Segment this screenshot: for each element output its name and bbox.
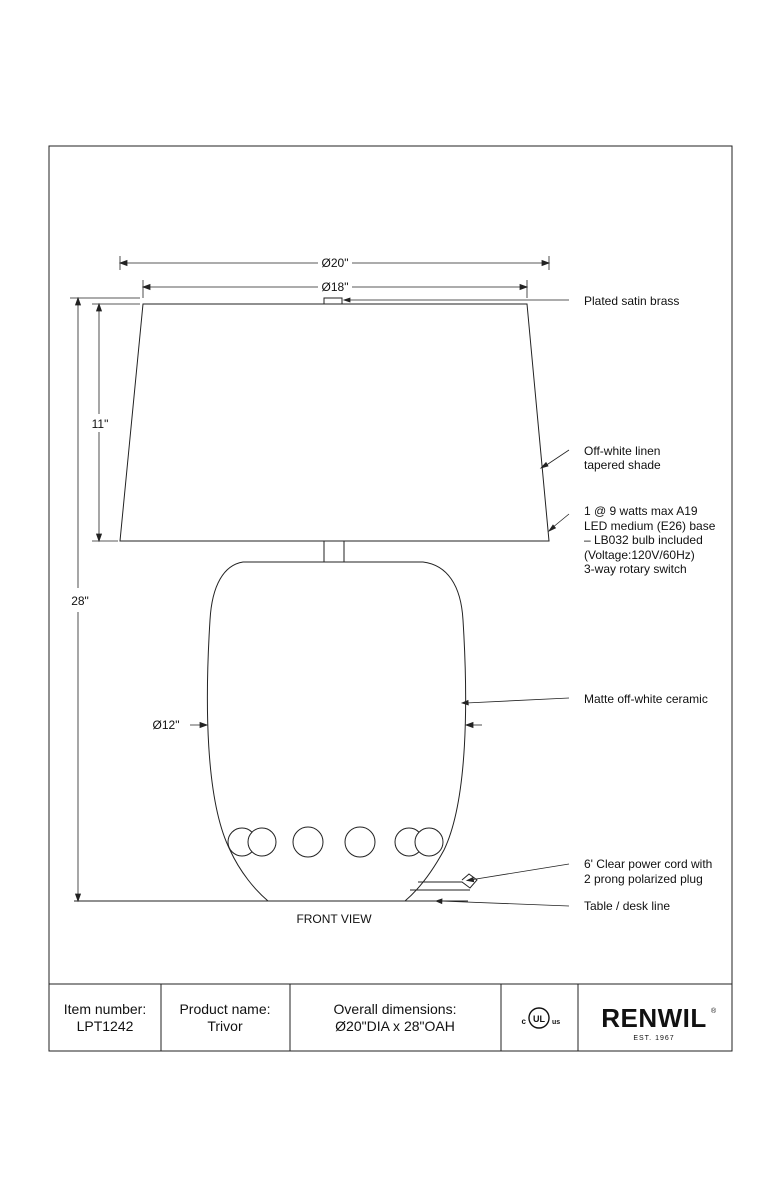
dim-shade-height: 11" [91, 417, 109, 431]
svg-text:tapered shade: tapered shade [584, 458, 661, 472]
svg-text:3-way rotary switch: 3-way rotary switch [584, 562, 687, 576]
svg-text:6' Clear power cord with: 6' Clear power cord with [584, 857, 713, 871]
ball-left-inner [248, 828, 276, 856]
lamp-drawing [74, 298, 549, 901]
overall-dimensions-value: Ø20"DIA x 28"OAH [335, 1018, 455, 1034]
ball-center-left [293, 827, 323, 857]
callout-bulb [584, 504, 716, 576]
dim-base-diameter: Ø12" [152, 718, 180, 732]
product-name-value: Trivor [207, 1018, 243, 1034]
lamp-neck [324, 541, 344, 563]
svg-text:c: c [521, 1017, 526, 1026]
svg-text:1 @ 9 watts max A19: 1 @ 9 watts max A19 [584, 504, 698, 518]
svg-text:Table / desk line: Table / desk line [584, 899, 671, 913]
lamp-shade [120, 304, 549, 541]
dim-shade-top-diameter: Ø18" [321, 280, 349, 294]
view-label: FRONT VIEW [296, 912, 372, 926]
cul-us-certification-icon [522, 1008, 561, 1028]
svg-text:RENWIL: RENWIL [601, 1003, 707, 1033]
renwil-logo [601, 1003, 717, 1042]
svg-text:(Voltage:120V/60Hz): (Voltage:120V/60Hz) [584, 548, 695, 562]
svg-text:EST. 1967: EST. 1967 [633, 1035, 675, 1042]
ball-right-outer [415, 828, 443, 856]
dim-overall-height: 28" [71, 594, 89, 608]
svg-text:Off-white linen: Off-white linen [584, 444, 661, 458]
callout-finial [584, 294, 679, 308]
item-number-value: LPT1242 [76, 1018, 134, 1034]
ball-center-right [345, 827, 375, 857]
svg-text:Plated satin brass: Plated satin brass [584, 294, 680, 308]
title-block [64, 984, 717, 1051]
svg-text:Matte off-white ceramic: Matte off-white ceramic [584, 692, 708, 706]
svg-text:2 prong polarized plug: 2 prong polarized plug [584, 872, 703, 886]
svg-text:®: ® [711, 1008, 717, 1015]
svg-text:UL: UL [533, 1014, 545, 1024]
finial [324, 298, 342, 304]
overall-dimensions-label: Overall dimensions: [333, 1001, 457, 1017]
dim-overall-diameter: Ø20" [321, 256, 349, 270]
product-name-label: Product name: [179, 1001, 271, 1017]
svg-text:us: us [552, 1019, 561, 1026]
svg-text:– LB032 bulb included: – LB032 bulb included [584, 533, 703, 547]
item-number-label: Item number: [63, 1001, 147, 1017]
svg-text:LED medium (E26) base: LED medium (E26) base [584, 519, 716, 533]
callout-table [584, 899, 670, 913]
callout-body [584, 692, 708, 706]
callout-cord [584, 857, 712, 886]
callout-shade [584, 444, 661, 472]
